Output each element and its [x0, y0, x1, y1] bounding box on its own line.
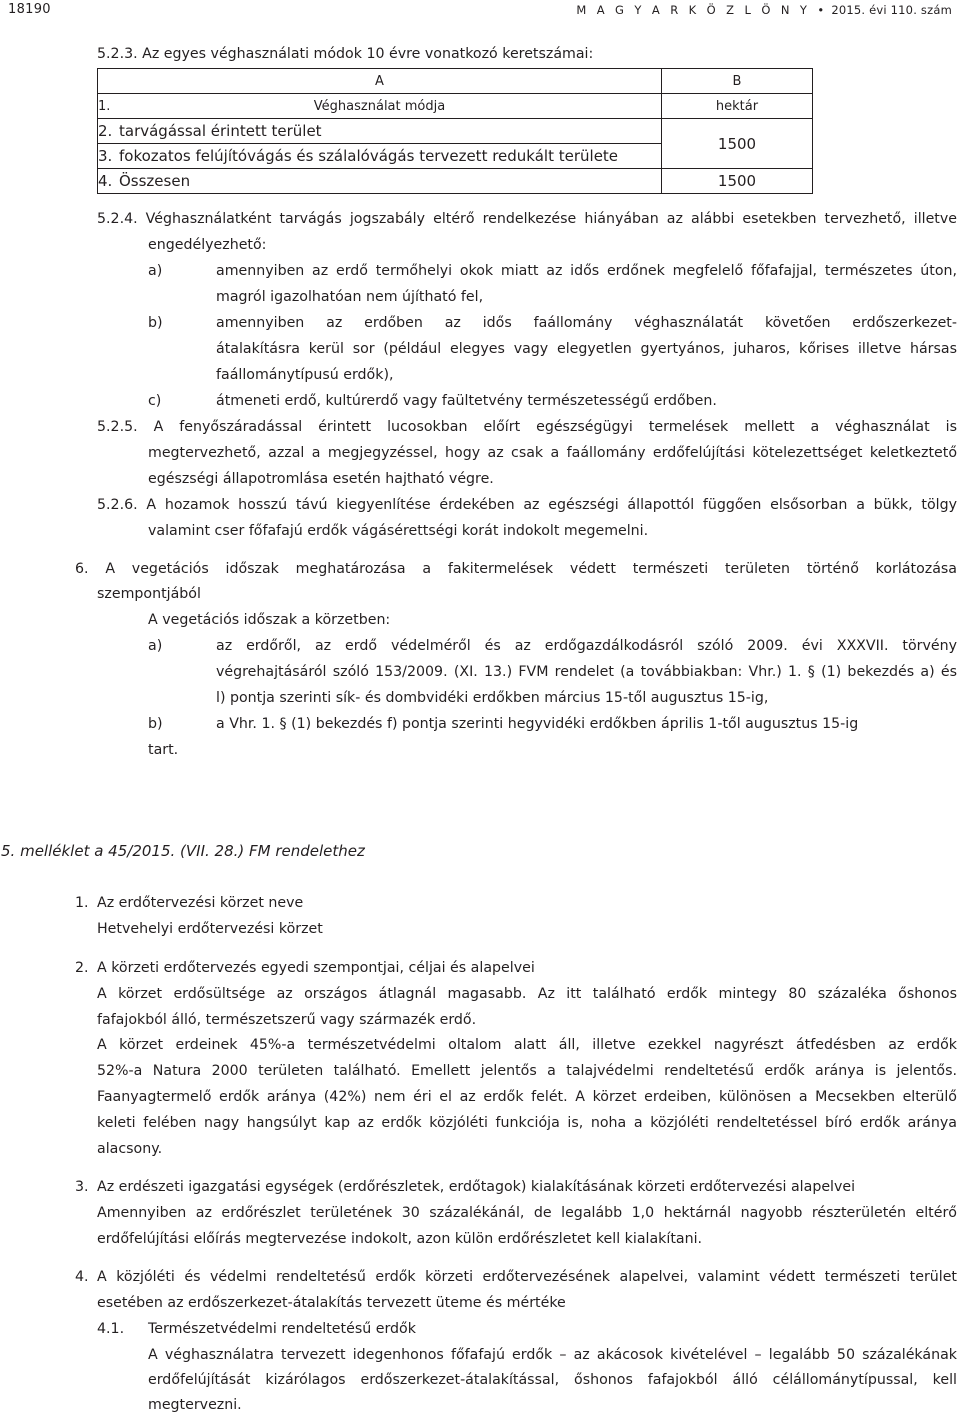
table-cell: [98, 94, 662, 119]
p3-line: Amennyiben az erdőrészlet területének 30 százalékánál, de legalább 1,0 hektárnál nagyobb részterületén eltérő: [97, 1205, 957, 1221]
point-number: 1.: [75, 895, 89, 911]
p1-value: Hetvehelyi erdőtervezési körzet: [97, 921, 323, 937]
s6-line: A vegetációs időszak a körzetben:: [148, 612, 391, 628]
page-number: 18190: [8, 2, 51, 17]
s526-line: valamint cser főfafajú erdők vágásérettségi korát indokolt megemelni.: [148, 523, 649, 539]
p2-title: A körzeti erdőtervezés egyedi szempontjai, céljai és alapelvei: [97, 960, 535, 976]
p2-line: alacsony.: [97, 1141, 163, 1157]
s524-item-c: átmeneti erdő, kultúrerdő vagy faültetvény természetességű erdőben.: [216, 393, 717, 409]
list-marker: b): [148, 716, 163, 732]
row-label: Véghasználat módja: [313, 98, 446, 114]
table-row: [98, 169, 813, 194]
s6-item-a: végrehajtásáról szóló 153/2009. (XI. 13.) FVM rendelet (a továbbiakban: Vhr.) 1. § (1) bekezdés a) és: [216, 664, 957, 680]
table-cell: [98, 169, 662, 194]
p1-title: Az erdőtervezési körzet neve: [97, 895, 304, 911]
p4-line: esetében az erdőszerkezet-átalakítás tervezett üteme és mértéke: [97, 1295, 566, 1311]
p2-line: keleti felében nagy hangsúlyt kap az erdők közjóléti funkciója is, noha a közjóléti rendeltetéssel bíró erdők aránya: [97, 1115, 957, 1131]
s524-item-a: magról igazolhatóan nem újítható fel,: [216, 289, 484, 305]
subpoint-number: 4.1.: [97, 1321, 125, 1337]
row-label: Összesen: [119, 172, 191, 190]
list-marker: a): [148, 263, 163, 279]
section-5-2-3-title: 5.2.3. Az egyes véghasználati módok 10 évre vonatkozó keretszámai:: [97, 46, 594, 62]
table-row: [98, 94, 813, 119]
s6-item-b: a Vhr. 1. § (1) bekezdés f) pontja szerinti hegyvidéki erdőkben április 1-től augusztus 15-ig: [216, 716, 859, 732]
header-bullet: •: [817, 3, 825, 17]
s524-line: engedélyezhető:: [148, 237, 267, 253]
point-number: 4.: [75, 1269, 89, 1285]
s524-item-a: amennyiben az erdő termőhelyi okok miatt az idős erdőnek megfelelő főfafajjal, természetes úton,: [216, 263, 957, 279]
table-cell: hektár: [662, 94, 813, 119]
s6-item-a: az erdőről, az erdő védelméről és az erdőgazdálkodásról szóló 2009. évi XXXVII. törvény: [216, 638, 957, 654]
s525-line: 5.2.5. A fenyőszáradással érintett lucosokban előírt egészségügyi termelések mellett a véghasználat is: [97, 419, 957, 435]
s524-line: 5.2.4. Véghasználatként tarvágás jogszabály eltérő rendelkezése hiányában az alábbi esetekben tervezhető, illetve: [97, 211, 957, 227]
keretszam-table: [97, 68, 813, 194]
row-label: fokozatos felújítóvágás és szálalóvágás tervezett redukált területe: [119, 147, 619, 165]
table-cell: [98, 119, 662, 144]
list-marker: a): [148, 638, 163, 654]
p4-line: A közjóléti és védelmi rendeltetésű erdők körzeti erdőtervezésének alapelvei, valamint védett természeti terület: [97, 1269, 957, 1285]
p2-line: 52%-a Natura 2000 területen található. Emellett jelentős a talajvédelmi rendeltetésű erdők aránya is jelentős.: [97, 1063, 957, 1079]
p4-sub-line: A véghasználatra tervezett idegenhonos főfafajú erdők – az akácosok kivételével – legalább 50 százalékának: [148, 1347, 957, 1363]
journal-title: M A G Y A R K Ö Z L Ö N Y: [576, 3, 811, 17]
s6-line: 6. A vegetációs időszak meghatározása a fakitermelések védett természeti területen történő korlátozása: [75, 561, 957, 577]
p4-sub-line: megtervezni.: [148, 1397, 242, 1413]
table-cell-merged: 1500: [662, 119, 813, 169]
s6-line: szempontjából: [97, 586, 201, 602]
point-number: 2.: [75, 960, 89, 976]
table-row: [98, 119, 813, 144]
row-label: tarvágással érintett terület: [119, 122, 322, 140]
point-number: 3.: [75, 1179, 89, 1195]
p2-line: Faanyagtermelő erdők aránya (42%) nem éri el az erdők felét. A körzet erdeiben, különösen a Mecsekben elterülő: [97, 1089, 957, 1105]
s524-item-b: amennyiben az erdőben az idős faállomány véghasználatát követően erdőszerkezet-: [216, 315, 957, 331]
s524-item-b: faállománytípusú erdők),: [216, 367, 394, 383]
s525-line: egészségi állapotromlása esetén hajtható végre.: [148, 471, 494, 487]
annex-heading: 5. melléklet a 45/2015. (VII. 28.) FM rendelethez: [1, 842, 365, 860]
p4-sub-line: erdőfelújítását kizárólagos erdőszerkezet-átalakítással, őshonos fafajokból álló célállománytípussal, kell: [148, 1372, 957, 1388]
row-number: 4.: [98, 172, 113, 190]
s524-item-b: átalakításra kerül sor (például elegyes vagy elegyetlen gyertyános, juharos, kőrises illetve hársas: [216, 341, 957, 357]
list-marker: c): [148, 393, 162, 409]
issue-label: 2015. évi 110. szám: [831, 3, 952, 17]
s526-line: 5.2.6. A hozamok hosszú távú kiegyenlítése érdekében az egészségi állapottól függően elsősorban a bükk, tölgy: [97, 497, 957, 513]
p3-line: erdőfelújítási előírás megtervezése indokolt, azon külön erdőrészletet kell kialakítani.: [97, 1231, 703, 1247]
col-a-header: A: [98, 69, 662, 94]
row-number: 1.: [98, 98, 111, 114]
p2-line: fafajokból álló, természetszerű vagy származék erdő.: [97, 1012, 477, 1028]
s6-item-a: l) pontja szerinti sík- és dombvidéki erdőkben március 15-től augusztus 15-ig,: [216, 690, 769, 706]
row-number: 2.: [98, 122, 113, 140]
p2-line: A körzet erdeinek 45%-a természetvédelmi oltalom alatt áll, illetve ezekkel nagyrészt átfedésben az erdők: [97, 1037, 957, 1053]
row-number: 3.: [98, 147, 113, 165]
col-b-header: B: [662, 69, 813, 94]
p3-title: Az erdészeti igazgatási egységek (erdőrészletek, erdőtagok) kialakításának körzeti erdőtervezési alapelvei: [97, 1179, 856, 1195]
p2-line: A körzet erdősültsége az országos átlagnál magasabb. Az itt található erdők mintegy 80 százaléka őshonos: [97, 986, 957, 1002]
p4-sub-title: Természetvédelmi rendeltetésű erdők: [148, 1321, 416, 1337]
s6-item-b: tart.: [148, 742, 179, 758]
table-cell: 1500: [662, 169, 813, 194]
list-marker: b): [148, 315, 163, 331]
table-header-row: [98, 69, 813, 94]
s525-line: megtervezhető, azzal a megjegyzéssel, hogy az csak a faállomány erdőfelújítási kötelezettséget keletkeztető: [148, 445, 957, 461]
running-header: [576, 3, 952, 17]
table-cell: [98, 144, 662, 169]
